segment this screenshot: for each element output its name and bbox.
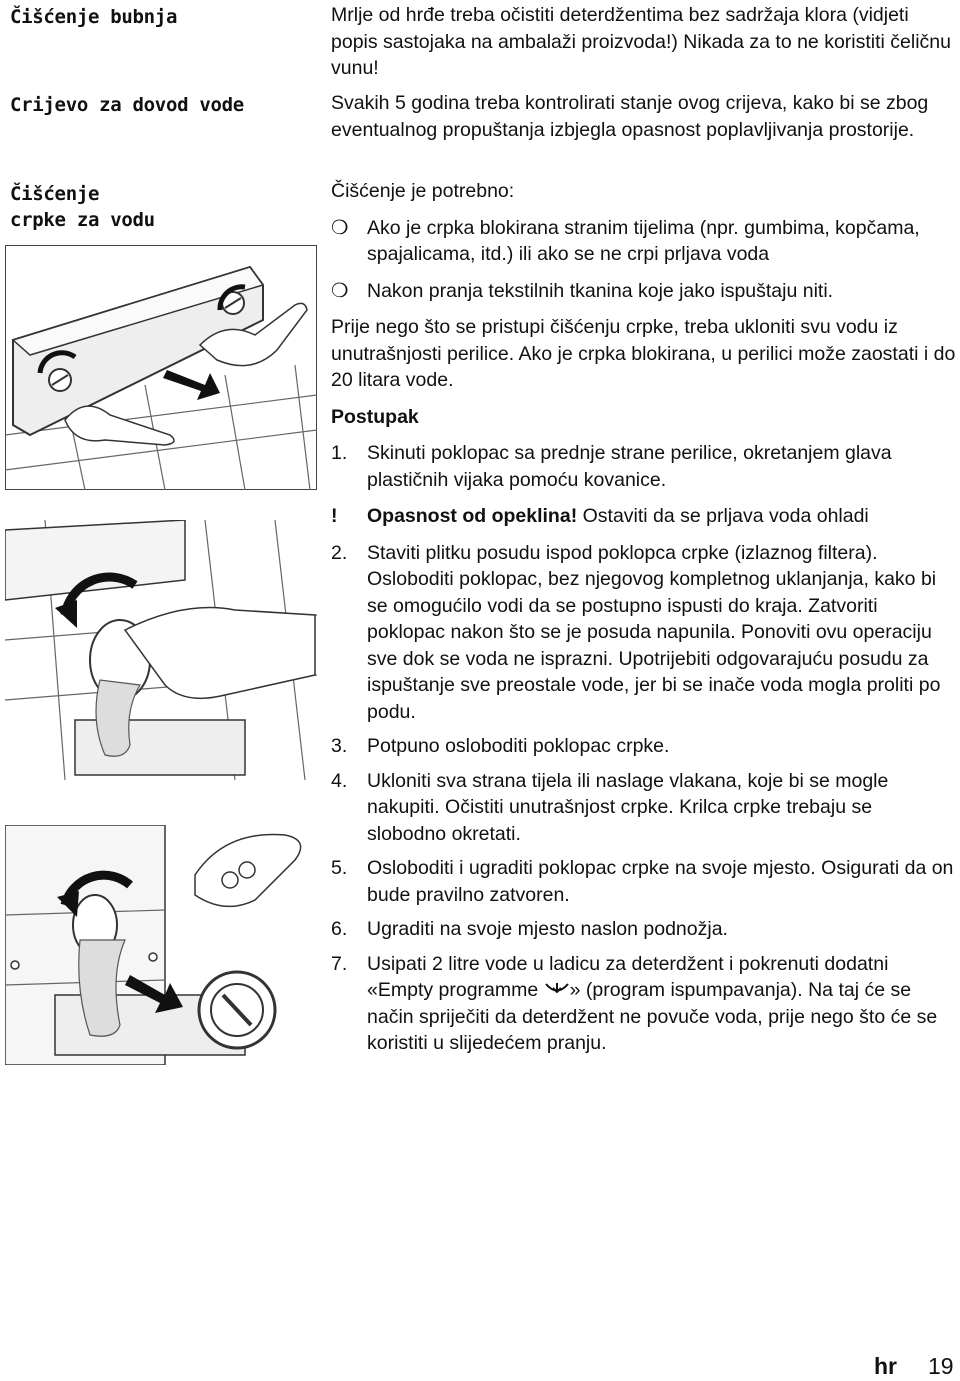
- step-item: [331, 733, 956, 760]
- heading-pump-line1: Čišćenje: [10, 183, 100, 205]
- step-number: 1.: [331, 442, 348, 464]
- bullet-item: [331, 215, 956, 268]
- pump-draining-drawing: [5, 520, 317, 780]
- step-text: Skinuti poklopac sa prednje strane perilice, okretanjem glava plastičnih vijaka pomoću kovanice.: [367, 442, 892, 491]
- step-text-after: » (program ispumpavanja). Na taj će se način spriječiti da deterdžent ne povuče voda, prije nego što će se koristiti u slijedećem pranju.: [367, 979, 938, 1054]
- illustration-panel-removal: [5, 245, 317, 490]
- warning-bold-text: Opasnost od opeklina!: [367, 505, 578, 527]
- warning-mark: !: [331, 505, 338, 527]
- step-item: [331, 440, 956, 493]
- warning-text: Ostaviti da se prljava voda ohladi: [582, 505, 869, 527]
- heading-pump-line2: crpke za vodu: [10, 209, 155, 231]
- drain-icon: [544, 981, 570, 999]
- heading-inlet-hose: Crijevo za dovod vode: [10, 94, 244, 116]
- step-number: 4.: [331, 769, 348, 792]
- step-number: 7.: [331, 952, 348, 975]
- step-number: 2.: [331, 541, 348, 564]
- hose-text: [331, 90, 956, 143]
- bullet-mark: ❍: [331, 216, 349, 239]
- hose-paragraph: Svakih 5 godina treba kontrolirati stanje ovog crijeva, kako bi se zbog eventualnog propuštanja izbjegla opasnost poplavljivanja prostorije.: [331, 92, 929, 141]
- step-text: Ugraditi na svoje mjesto naslon podnožja.: [367, 918, 728, 940]
- step-item: [331, 540, 956, 726]
- drum-cleaning-text: [331, 2, 956, 82]
- step-item: [331, 768, 956, 848]
- step-text: Staviti plitku posudu ispod poklopca crpke (izlaznog filtera). Osloboditi poklopac, bez njegovog kompletnog uklanjanja, kako bi se omogućilo vodi da se postupno ispusti do kraja. Zatvoriti poklopac nakon što se je posuda napunila. Ponoviti ovu operaciju sve dok se voda ne isprazni. Upotrijebiti odgovarajuću posudu za ispuštanje sve preostale vode, jer bi se inače voda mogla proliti po podu.: [367, 541, 941, 723]
- pump-cleaning-text: [331, 178, 956, 1057]
- language-code: hr: [874, 1353, 897, 1379]
- step-item: [331, 855, 956, 908]
- step-text: Osloboditi i ugraditi poklopac crpke na svoje mjesto. Osigurati da on bude pravilno zatvoren.: [367, 857, 954, 906]
- bullet-mark: ❍: [331, 279, 349, 302]
- step-text-before: Usipati 2 litre vode u ladicu za deterdžent i pokrenuti dodatni «Empty programme: [367, 952, 889, 1001]
- heading-drum-cleaning: Čišćenje bubnja: [10, 6, 178, 28]
- step-number: 5.: [331, 857, 348, 879]
- step-text: Ukloniti sva strana tijela ili naslage vlakana, koje bi se mogle nakupiti. Očistiti unutrašnjost crpke. Krilca crpke trebaju se slobodno okretati.: [367, 769, 889, 845]
- step-number: 6.: [331, 918, 348, 940]
- drum-paragraph: Mrlje od hrđe treba očistiti deterdžentima bez sadržaja klora (vidjeti popis sastojaka na ambalaži proizvoda!) Nikada za to ne koristiti čeličnu vunu!: [331, 4, 951, 79]
- panel-removal-drawing: [5, 245, 317, 490]
- step-text: Potpuno osloboditi poklopac crpke.: [367, 735, 670, 757]
- procedure-title: Postupak: [331, 405, 419, 428]
- illustration-pump-filter-removal: [5, 825, 317, 1065]
- page-number: 19: [928, 1353, 954, 1379]
- step-number: 3.: [331, 735, 348, 757]
- step-item: [331, 951, 956, 1057]
- heading-pump-cleaning: [10, 181, 155, 233]
- warning-item: [331, 503, 956, 530]
- pump-filter-drawing: [5, 825, 317, 1065]
- step-item: [331, 916, 956, 943]
- illustration-pump-draining: [5, 520, 317, 780]
- bullet-text: Ako je crpka blokirana stranim tijelima (npr. gumbima, kopčama, spajalicama, itd.) ili ako se ne crpi prljava voda: [367, 216, 920, 265]
- pump-intro-paragraph: Prije nego što se pristupi čišćenju crpke, treba ukloniti svu vodu iz unutrašnjosti perilice. Ako je crpka blokirana, u perilici može zaostati i do 20 litara vode.: [331, 316, 956, 391]
- bullet-text: Nakon pranja tekstilnih tkanina koje jako ispuštaju niti.: [367, 279, 834, 302]
- bullet-item: [331, 278, 956, 305]
- cleaning-needed-label: Čišćenje je potrebno:: [331, 180, 515, 202]
